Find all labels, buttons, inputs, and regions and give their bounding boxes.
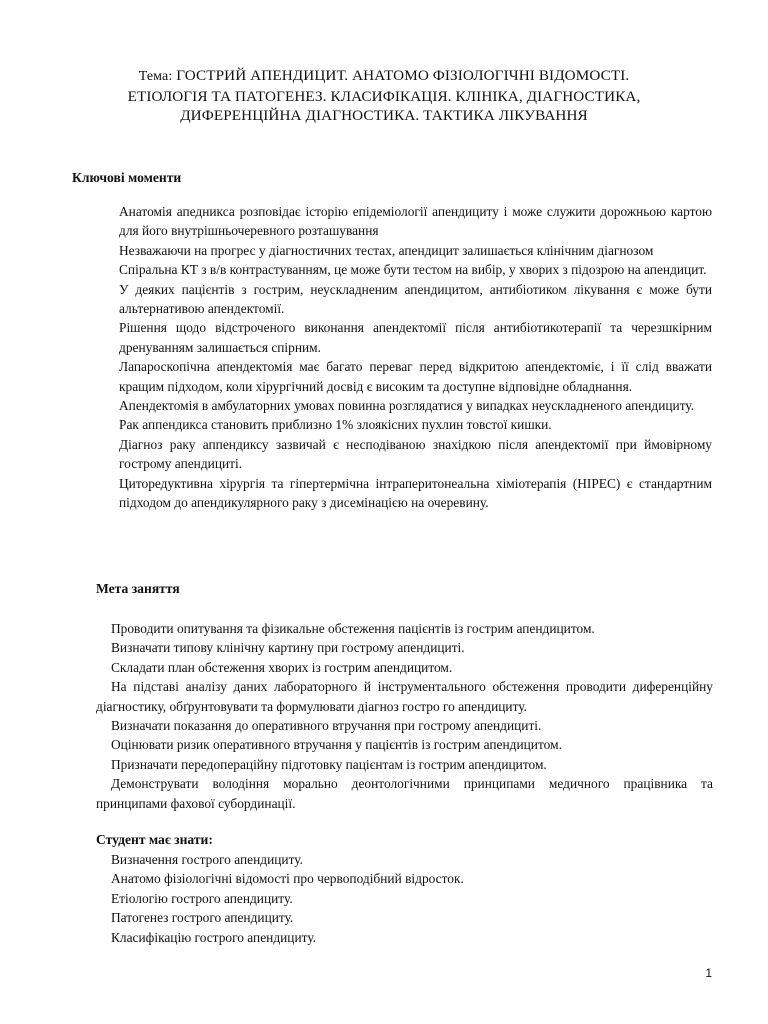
- key-point-item: Лапароскопічна апендектомія має багато переваг перед відкритою апендектоміє, і її слід вважати кращим підходом, коли хірургічний досвід є високим та доступне відповідне обладнання.: [119, 359, 712, 394]
- page-number: 1: [705, 966, 712, 980]
- goal-item: Складати план обстеження хворих із гострим апендицитом.: [111, 659, 453, 675]
- must-know-item: Етіологію гострого апендициту.: [111, 890, 293, 906]
- must-know-list: [96, 850, 713, 947]
- goal-item: Проводити опитування та фізикальне обстеження пацієнтів із гострим апендицитом.: [111, 621, 595, 636]
- title-line-1: [60, 66, 708, 87]
- key-point-item: Циторедуктивна хірургія та гіпертермічна інтраперитонеальна хіміотерапія (HIPEC) є стандартним підходом до апендикулярного раку з дисемінацією на очеревину.: [119, 475, 712, 511]
- must-know-heading: Студент має знати:: [96, 832, 213, 847]
- goals-heading: Мета заняття: [96, 581, 180, 596]
- key-points-list: [119, 202, 712, 513]
- goal-item: Визначати типову клінічну картину при гострому апендициті.: [111, 640, 465, 656]
- key-points-heading: Ключові моменти: [72, 170, 182, 185]
- key-point-item: Рак аппендикса становить приблизно 1% злоякісних пухлин товстої кишки.: [119, 417, 552, 433]
- goal-item: На підставі аналізу даних лабораторного й інструментального обстеження проводити диференційну діагностику, обґрунтовувати та формулювати діагноз гостро го апендициту.: [96, 679, 713, 714]
- goal-item: Демонструвати володіння морально деонтологічними принципами медичного працівника та принципами фахової субординації.: [96, 776, 713, 811]
- title-label: Тема:: [138, 69, 173, 84]
- document-title: [60, 66, 708, 126]
- key-point-item: Діагноз раку аппендиксу зазвичай є несподіваною знахідкою після апендектомії при ймовірному гострому апендициті.: [119, 436, 712, 472]
- key-point-item: Спіральна КТ з в/в контрастуванням, це може бути тестом на вибір, у хворих з підозрою на апендицит.: [119, 262, 707, 278]
- key-point-item: Незважаючи на прогрес у діагностичних тестах, апендицит залишається клінічним діагнозом: [119, 242, 654, 258]
- must-know-item: Визначення гострого апендициту.: [111, 852, 303, 867]
- key-point-item: Анатомія апедникса розповідає історію епідеміології апендициту і може служити дорожньою картою для його внутрішньочеревного розташування: [119, 204, 712, 239]
- goal-item: Оцінювати ризик оперативного втручання у пацієнтів із гострим апендицитом.: [111, 737, 562, 753]
- goal-item: Призначати передопераційну підготовку пацієнтам із гострим апендицитом.: [111, 756, 547, 772]
- must-know-item: Анатомо фізіологічні відомості про червоподібний відросток.: [111, 871, 464, 887]
- title-line-3: ДИФЕРЕНЦІЙНА ДІАГНОСТИКА. ТАКТИКА ЛІКУВАННЯ: [180, 107, 588, 124]
- goals-list: [96, 619, 713, 813]
- key-point-item: Апендектомія в амбулаторних умовах повинна розглядатися у випадках неускладненого апендициту.: [119, 398, 695, 414]
- key-point-item: У деяких пацієнтів з гострим, неускладненим апендицитом, антибіотиком лікування є може бути альтернативою апендектомії.: [119, 281, 712, 317]
- title-line-1-text: ГОСТРИЙ АПЕНДИЦИТ. АНАТОМО ФІЗІОЛОГІЧНІ ВІДОМОСТІ.: [176, 67, 630, 84]
- goal-item: Визначати показання до оперативного втручання при гострому апендициті.: [111, 718, 542, 734]
- title-line-2: ЕТІОЛОГІЯ ТА ПАТОГЕНЕЗ. КЛАСИФІКАЦІЯ. КЛІНІКА, ДІАГНОСТИКА,: [127, 87, 641, 105]
- must-know-item: Класифікацію гострого апендициту.: [111, 929, 317, 945]
- must-know-item: Патогенез гострого апендициту.: [111, 910, 294, 926]
- key-point-item: Рішення щодо відстроченого виконання апендектомії після антибіотикотерапії та черезшкірним дренуванням залишається спірним.: [119, 320, 712, 355]
